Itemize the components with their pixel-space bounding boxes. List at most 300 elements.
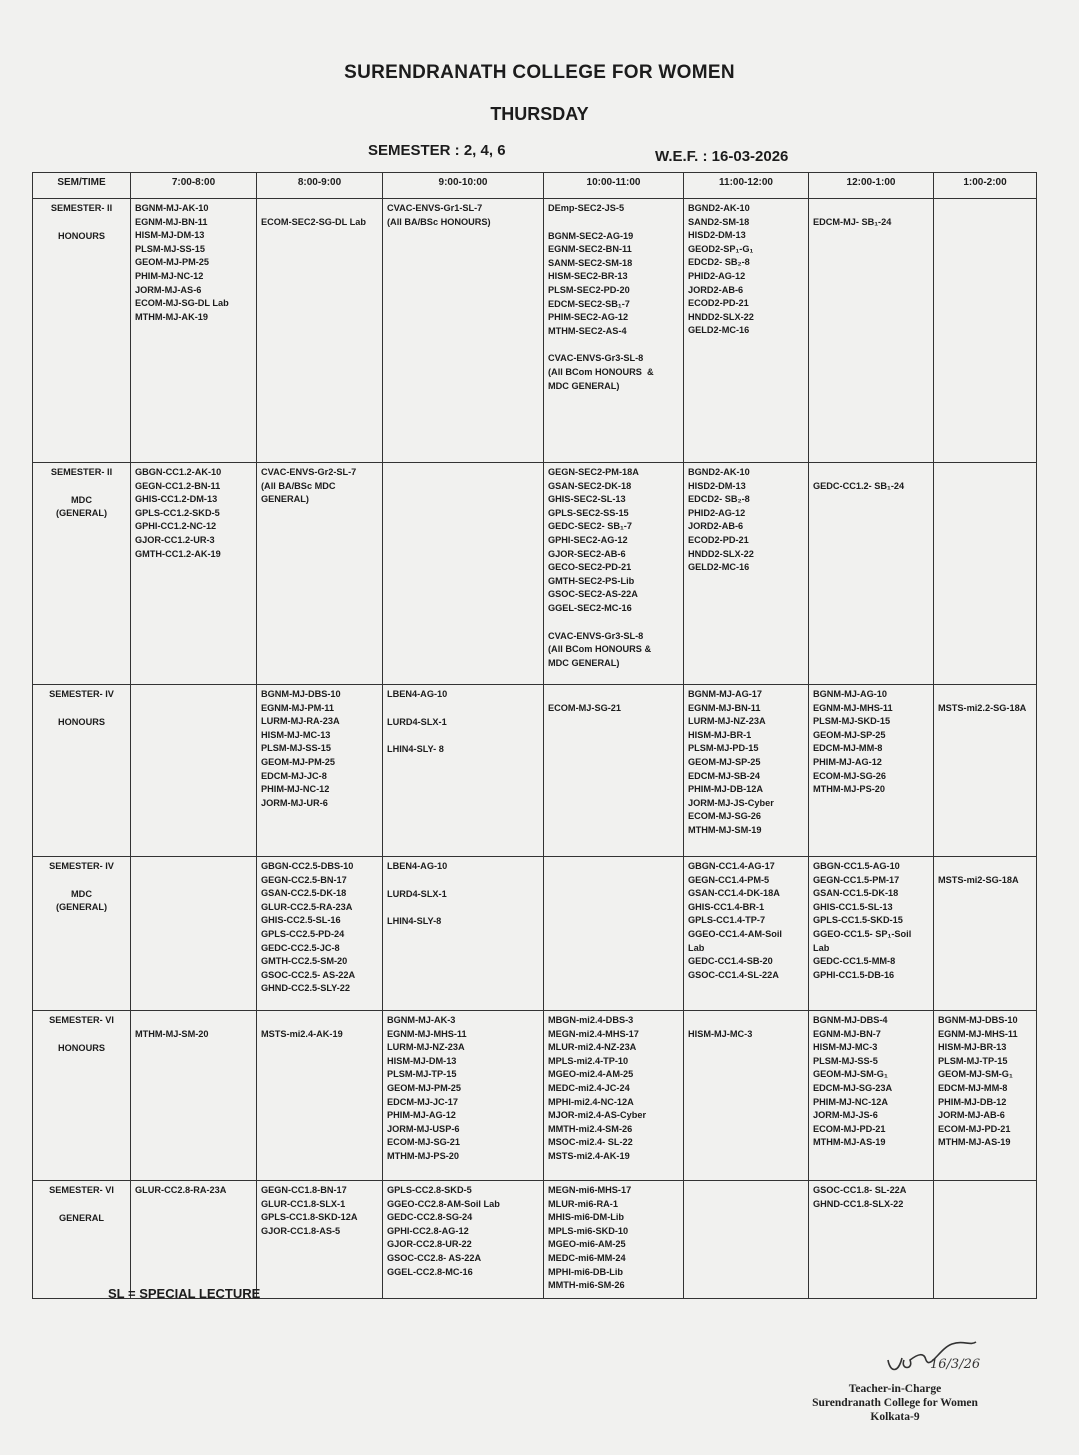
semester-label: SEMESTER- VI [49, 1185, 114, 1195]
class-entry: MGEO-mi2.4-AM-25 [548, 1069, 634, 1080]
slot-cell-12-1 [809, 1181, 934, 1299]
class-entry: GPLS-CC1.5-SKD-15 [813, 915, 903, 926]
table-row [33, 857, 1037, 1011]
class-entry: SANM-SEC2-SM-18 [548, 257, 633, 268]
class-entry: PHIM-MJ-AG-12 [813, 756, 882, 767]
slot-cell-7-8 [131, 1181, 257, 1299]
slot-cell-7-8 [131, 685, 257, 857]
slot-cell-8-9 [257, 1011, 383, 1181]
class-entry: MHIS-mi6-DM-Lib [548, 1212, 625, 1223]
cell-gap [261, 202, 378, 216]
class-entry: GSOC-SEC2-AS-22A [548, 589, 638, 600]
slot-cell-1-2 [934, 199, 1037, 463]
semester-label: HONOURS [58, 716, 105, 727]
class-entry: HISM-MJ-DM-13 [387, 1055, 457, 1066]
table-row [33, 463, 1037, 685]
slot-cell-1-2 [934, 463, 1037, 685]
slot-cell-10-11 [544, 1181, 684, 1299]
class-entry: PHID2-AG-12 [688, 507, 746, 518]
class-entry: GGEL-SEC2-MC-16 [548, 602, 632, 613]
slot-cell-10-11 [544, 1011, 684, 1181]
class-entry: GEOM-MJ-SP-25 [688, 756, 761, 767]
cell-gap [813, 466, 929, 480]
col-header-8-9: 8:00-9:00 [257, 173, 383, 199]
class-entry: GEOD2-SP₁-G₁ [688, 243, 754, 254]
class-entry: PHID2-AG-12 [688, 270, 746, 281]
class-entry: CVAC-ENVS-Gr1-SL-7 [387, 203, 483, 213]
class-entry: (All BCom HONOURS & [548, 644, 652, 655]
table-row [33, 1011, 1037, 1181]
slot-cell-1-2 [934, 1181, 1037, 1299]
slot-cell-11-12 [684, 1011, 809, 1181]
class-entry: GHIS-CC1.2-DM-13 [135, 494, 218, 505]
class-entry: GEGN-CC1.5-PM-17 [813, 874, 900, 885]
class-entry: GEDC-CC2.5-JC-8 [261, 942, 340, 953]
class-entry: LBEN4-AG-10 [387, 861, 448, 871]
class-entry: GPLS-SEC2-SS-15 [548, 507, 629, 518]
class-entry: EGNM-MJ-BN-7 [813, 1028, 881, 1039]
class-entry: (All BA/BSc MDC [261, 480, 336, 491]
class-entry: GHIS-CC2.5-SL-16 [261, 915, 341, 926]
class-entry: JORM-MJ-AB-6 [938, 1110, 1005, 1121]
class-entry: GMTH-CC2.5-SM-20 [261, 956, 348, 967]
class-entry: GEOM-MJ-SM-G₁ [813, 1069, 888, 1080]
class-entry: MTHM-MJ-AS-19 [938, 1137, 1011, 1148]
cell-gap [135, 1014, 252, 1028]
class-entry: CVAC-ENVS-Gr3-SL-8 [548, 630, 644, 641]
class-entry: ECOM-MJ-SG-21 [548, 703, 621, 713]
wef-date: W.E.F. : 16-03-2026 [655, 148, 789, 165]
semester-label: MDC [71, 494, 92, 505]
class-entry: PLSM-SEC2-PD-20 [548, 284, 630, 295]
semester-label: SEMESTER- VI [49, 1015, 114, 1025]
class-entry: HNDD2-SLX-22 [688, 311, 754, 322]
slot-cell-7-8 [131, 463, 257, 685]
class-entry: MMTH-mi2.4-SM-26 [548, 1123, 633, 1134]
class-entry: GPLS-CC1.2-SKD-5 [135, 507, 220, 518]
class-entry: EDCD2- SB₂-8 [688, 494, 750, 505]
slot-cell-8-9 [257, 463, 383, 685]
class-entry: GSOC-CC2.5- AS-22A [261, 969, 356, 980]
class-entry: EDCM-MJ-JC-8 [261, 770, 327, 781]
class-entry: MEGN-mi2.4-MHS-17 [548, 1028, 639, 1039]
col-header-1-2: 1:00-2:00 [934, 173, 1037, 199]
class-entry: GEOM-MJ-SM-G₁ [938, 1069, 1013, 1080]
class-entry: GEGN-CC1.4-PM-5 [688, 874, 770, 885]
class-entry: MPHI-mi2.4-NC-12A [548, 1096, 634, 1107]
class-entry: GBGN-CC1.2-AK-10 [135, 467, 222, 477]
class-entry: MSTS-mi2-SG-18A [938, 875, 1019, 885]
slot-cell-9-10 [383, 463, 544, 685]
class-entry: EGNM-MJ-BN-11 [688, 702, 761, 713]
slot-cell-1-2 [934, 685, 1037, 857]
class-entry: ECOD2-PD-21 [688, 534, 749, 545]
class-entry: PLSM-MJ-TP-15 [387, 1069, 457, 1080]
class-entry: PLSM-MJ-PD-15 [688, 743, 759, 754]
class-entry: MDC GENERAL) [548, 657, 620, 668]
cell-gap [548, 616, 679, 630]
class-entry: GEDC-CC2.8-SG-24 [387, 1212, 473, 1223]
slot-cell-8-9 [257, 857, 383, 1011]
cell-gap [387, 702, 539, 716]
class-entry: MTHM-MJ-AK-19 [135, 311, 208, 322]
class-entry: GEDC-SEC2- SB₁-7 [548, 521, 632, 532]
class-entry: JORM-MJ-JS-6 [813, 1110, 878, 1121]
slot-cell-7-8 [131, 857, 257, 1011]
class-entry: MTHM-MJ-SM-20 [135, 1029, 209, 1039]
cell-gap [688, 1014, 804, 1028]
class-entry: EGNM-MJ-MHS-11 [813, 702, 893, 713]
class-entry: PLSM-MJ-SS-15 [135, 243, 205, 254]
slot-cell-8-9 [257, 685, 383, 857]
class-entry: GLUR-CC2.5-RA-23A [261, 901, 353, 912]
class-entry: GSOC-CC1.8- SL-22A [813, 1185, 907, 1195]
cell-gap [548, 216, 679, 230]
class-entry: HISM-MJ-DM-13 [135, 230, 205, 241]
semester-label: SEMESTER- IV [49, 861, 114, 871]
class-entry: GEGN-CC1.2-BN-11 [135, 480, 221, 491]
class-entry: GHND-CC2.5-SLY-22 [261, 983, 351, 994]
slot-cell-10-11 [544, 685, 684, 857]
slot-cell-9-10 [383, 857, 544, 1011]
semester-label: SEMESTER- IV [49, 689, 114, 699]
slot-cell-9-10 [383, 199, 544, 463]
class-entry: CVAC-ENVS-Gr2-SL-7 [261, 467, 357, 477]
slot-cell-7-8 [131, 199, 257, 463]
semester-label: HONOURS [58, 1042, 105, 1053]
class-entry: BGND2-AK-10 [688, 203, 750, 213]
class-entry: MSOC-mi2.4- SL-22 [548, 1137, 633, 1148]
semester-cell [33, 1011, 131, 1181]
class-entry: BGNM-MJ-AK-10 [135, 203, 209, 213]
class-entry: HISM-MJ-BR-1 [688, 729, 752, 740]
class-entry: MSTS-mi2.4-AK-19 [261, 1029, 343, 1039]
class-entry: EGNM-MJ-MHS-11 [938, 1028, 1018, 1039]
class-entry: LHIN4-SLY- 8 [387, 744, 444, 755]
class-entry: GBGN-CC1.5-AG-10 [813, 861, 900, 871]
class-entry: EDCM-MJ-JC-17 [387, 1096, 458, 1107]
cell-gap [387, 874, 539, 888]
college-name: SURENDRANATH COLLEGE FOR WOMEN [344, 62, 735, 83]
class-entry: GPHI-CC1.2-NC-12 [135, 521, 217, 532]
class-entry: GLUR-CC2.8-RA-23A [135, 1185, 227, 1195]
class-entry: JORD2-AB-6 [688, 284, 744, 295]
class-entry: LURM-MJ-RA-23A [261, 716, 340, 727]
class-entry: (All BCom HONOURS & [548, 366, 654, 377]
cell-gap [938, 860, 1032, 874]
class-entry: SAND2-SM-18 [688, 216, 750, 227]
class-entry: HISM-MJ-MC-3 [813, 1042, 878, 1053]
class-entry: ECOM-SEC2-SG-DL Lab [261, 217, 366, 227]
class-entry: GEGN-CC2.5-BN-17 [261, 874, 347, 885]
slot-cell-8-9 [257, 1181, 383, 1299]
col-header-10-11: 10:00-11:00 [544, 173, 684, 199]
class-entry: GSAN-CC2.5-DK-18 [261, 888, 347, 899]
class-entry: BGND2-AK-10 [688, 467, 750, 477]
class-entry: BGNM-MJ-DBS-10 [261, 689, 341, 699]
class-entry: GEOM-MJ-PM-25 [261, 756, 336, 767]
class-entry: GEOM-MJ-SP-25 [813, 729, 886, 740]
class-entry: ECOD2-PD-21 [688, 298, 749, 309]
class-entry: ECOM-MJ-SG-26 [688, 811, 761, 822]
timetable-body [33, 199, 1037, 1299]
class-entry: GELD2-MC-16 [688, 325, 750, 336]
class-entry: MTHM-MJ-AS-19 [813, 1137, 886, 1148]
cell-gap [261, 1014, 378, 1028]
class-entry: LURM-MJ-NZ-23A [688, 716, 766, 727]
semester-cell [33, 857, 131, 1011]
class-entry: MSTS-mi2.4-AK-19 [548, 1150, 630, 1161]
cell-gap [387, 901, 539, 915]
class-entry: HISM-MJ-MC-13 [261, 729, 331, 740]
class-entry: GMTH-SEC2-PS-Lib [548, 575, 635, 586]
class-entry: GEOM-MJ-PM-25 [135, 257, 210, 268]
class-entry: MPHI-mi6-DB-Lib [548, 1266, 624, 1277]
semesters-label: SEMESTER : 2, 4, 6 [368, 142, 506, 159]
class-entry: GJOR-CC1.8-AS-5 [261, 1225, 341, 1236]
class-entry: MEDC-mi6-MM-24 [548, 1252, 626, 1263]
class-entry: JORM-MJ-AS-6 [135, 284, 202, 295]
class-entry: HISM-MJ-BR-13 [938, 1042, 1007, 1053]
class-entry: MTHM-MJ-PS-20 [387, 1150, 459, 1161]
slot-cell-9-10 [383, 685, 544, 857]
class-entry: ECOM-MJ-SG-26 [813, 770, 886, 781]
class-entry: GPLS-CC1.8-SKD-12A [261, 1212, 358, 1223]
class-entry: JORM-MJ-USP-6 [387, 1123, 460, 1134]
class-entry: GECO-SEC2-PD-21 [548, 562, 632, 573]
class-entry: LHIN4-SLY-8 [387, 916, 442, 927]
class-entry: EDCM-MJ- SB₁-24 [813, 217, 892, 227]
semester-label: SEMESTER- II [50, 203, 113, 213]
class-entry: PLSM-MJ-SKD-15 [813, 716, 891, 727]
class-entry: HISM-MJ-MC-3 [688, 1029, 753, 1039]
slot-cell-10-11 [544, 857, 684, 1011]
class-entry: BGNM-MJ-AG-17 [688, 689, 763, 699]
class-entry: GGEL-CC2.8-MC-16 [387, 1266, 473, 1277]
class-entry: PHIM-MJ-NC-12 [135, 270, 204, 281]
slot-cell-11-12 [684, 685, 809, 857]
semester-label: MDC [71, 888, 92, 899]
class-entry: GJOR-CC1.2-UR-3 [135, 534, 215, 545]
slot-cell-12-1 [809, 1011, 934, 1181]
class-entry: MBGN-mi2.4-DBS-3 [548, 1015, 634, 1025]
class-entry: GBGN-CC2.5-DBS-10 [261, 861, 354, 871]
class-entry: LURD4-SLX-1 [387, 716, 447, 727]
table-row [33, 199, 1037, 463]
class-entry: EDCM-MJ-SG-23A [813, 1082, 893, 1093]
class-entry: JORM-MJ-JS-Cyber [688, 797, 774, 808]
slot-cell-1-2 [934, 1011, 1037, 1181]
slot-cell-11-12 [684, 199, 809, 463]
class-entry: EDCM-MJ-SB-24 [688, 770, 760, 781]
semester-label: (GENERAL) [55, 508, 108, 519]
class-entry: GGEO-CC2.8-AM-Soil Lab [387, 1198, 500, 1209]
col-header-9-10: 9:00-10:00 [383, 173, 544, 199]
slot-cell-9-10 [383, 1011, 544, 1181]
class-entry: DEmp-SEC2-JS-5 [548, 203, 625, 213]
slot-cell-1-2 [934, 857, 1037, 1011]
class-entry: ECOM-MJ-SG-DL Lab [135, 298, 229, 309]
class-entry: GJOR-CC2.8-UR-22 [387, 1239, 472, 1250]
col-header-sem-time: SEM/TIME [33, 173, 131, 199]
cell-gap [938, 688, 1032, 702]
class-entry: LURD4-SLX-1 [387, 888, 447, 899]
class-entry: PLSM-MJ-TP-15 [938, 1055, 1008, 1066]
semester-cell [33, 463, 131, 685]
class-entry: MTHM-MJ-PS-20 [813, 784, 885, 795]
semester-cell [33, 199, 131, 463]
class-entry: MJOR-mi2.4-AS-Cyber [548, 1110, 647, 1121]
slot-cell-12-1 [809, 463, 934, 685]
slot-cell-10-11 [544, 463, 684, 685]
class-entry: MGEO-mi6-AM-25 [548, 1239, 626, 1250]
class-entry: GELD2-MC-16 [688, 562, 750, 573]
class-entry: PHIM-MJ-NC-12 [261, 784, 330, 795]
class-entry: PLSM-MJ-SS-15 [261, 743, 331, 754]
class-entry: PLSM-MJ-SS-5 [813, 1055, 878, 1066]
class-entry: MSTS-mi2.2-SG-18A [938, 703, 1027, 713]
class-entry: BGNM-MJ-DBS-4 [813, 1015, 888, 1025]
class-entry: MTHM-SEC2-AS-4 [548, 325, 627, 336]
class-entry: GPLS-CC1.4-TP-7 [688, 915, 766, 926]
table-row [33, 685, 1037, 857]
class-entry: HISD2-DM-13 [688, 230, 746, 241]
class-entry: HNDD2-SLX-22 [688, 548, 754, 559]
slot-cell-11-12 [684, 463, 809, 685]
class-entry: GHIS-SEC2-SL-13 [548, 494, 626, 505]
class-entry: PHIM-MJ-NC-12A [813, 1096, 889, 1107]
class-entry: CVAC-ENVS-Gr3-SL-8 [548, 353, 644, 364]
slot-cell-12-1 [809, 685, 934, 857]
col-header-11-12: 11:00-12:00 [684, 173, 809, 199]
cell-gap [813, 202, 929, 216]
class-entry: LBEN4-AG-10 [387, 689, 448, 699]
class-entry: GGEO-CC1.4-AM-Soil [688, 928, 782, 939]
class-entry: GSAN-CC1.4-DK-18A [688, 888, 780, 899]
class-entry: HISM-SEC2-BR-13 [548, 271, 628, 282]
col-header-12-1: 12:00-1:00 [809, 173, 934, 199]
class-entry: Lab [688, 942, 705, 953]
class-entry: Lab [813, 942, 830, 953]
class-entry: ECOM-MJ-SG-21 [387, 1137, 460, 1148]
class-entry: EGNM-MJ-MHS-11 [387, 1028, 467, 1039]
timetable [32, 172, 1037, 1299]
class-entry: ECOM-MJ-PD-21 [938, 1123, 1011, 1134]
class-entry: GEDC-CC1.2- SB₁-24 [813, 481, 905, 491]
class-entry: GEDC-CC1.4-SB-20 [688, 956, 773, 967]
class-entry: ECOM-MJ-PD-21 [813, 1123, 886, 1134]
class-entry: EDCD2- SB₂-8 [688, 257, 750, 268]
slot-cell-8-9 [257, 199, 383, 463]
class-entry: EDCM-MJ-MM-8 [813, 743, 883, 754]
class-entry: MMTH-mi6-SM-26 [548, 1280, 625, 1291]
class-entry: LURM-MJ-NZ-23A [387, 1042, 465, 1053]
slot-cell-7-8 [131, 1011, 257, 1181]
class-entry: GPHI-SEC2-AG-12 [548, 534, 628, 545]
slot-cell-10-11 [544, 199, 684, 463]
class-entry: MPLS-mi2.4-TP-10 [548, 1055, 629, 1066]
signature-date: 16/3/26 [930, 1357, 981, 1372]
class-entry: EGNM-SEC2-BN-11 [548, 244, 632, 255]
stamp-role: Teacher-in-Charge [848, 1383, 942, 1395]
class-entry: JORD2-AB-6 [688, 521, 744, 532]
semester-label: (GENERAL) [55, 902, 108, 913]
class-entry: GPLS-CC2.5-PD-24 [261, 928, 345, 939]
class-entry: GHIS-CC1.5-SL-13 [813, 901, 893, 912]
cell-gap [548, 688, 679, 702]
class-entry: PHIM-MJ-DB-12 [938, 1096, 1007, 1107]
class-entry: GGEO-CC1.5- SP₁-Soil [813, 928, 912, 939]
class-entry: MPLS-mi6-SKD-10 [548, 1225, 629, 1236]
cell-gap [548, 338, 679, 352]
day-title: THURSDAY [490, 104, 589, 124]
class-entry: (All BA/BSc HONOURS) [387, 216, 491, 227]
class-entry: GBGN-CC1.4-AG-17 [688, 861, 775, 871]
class-entry: PHIM-MJ-DB-12A [688, 784, 764, 795]
semester-label: SEMESTER- II [50, 467, 113, 477]
slot-cell-12-1 [809, 199, 934, 463]
stamp-college: Surendranath College for Women [812, 1397, 978, 1409]
class-entry: GLUR-CC1.8-SLX-1 [261, 1198, 346, 1209]
class-entry: GHND-CC1.8-SLX-22 [813, 1198, 904, 1209]
class-entry: MDC GENERAL) [548, 380, 620, 391]
class-entry: MTHM-MJ-SM-19 [688, 824, 762, 835]
class-entry: MEGN-mi6-MHS-17 [548, 1185, 632, 1195]
class-entry: GPLS-CC2.8-SKD-5 [387, 1185, 472, 1195]
class-entry: PHIM-MJ-AG-12 [387, 1110, 456, 1121]
semester-label: HONOURS [58, 230, 105, 241]
class-entry: GPHI-CC2.8-AG-12 [387, 1225, 469, 1236]
class-entry: PHIM-SEC2-AG-12 [548, 312, 629, 323]
class-entry: MLUR-mi6-RA-1 [548, 1198, 618, 1209]
class-entry: GENERAL) [261, 494, 309, 505]
cell-gap [387, 729, 539, 743]
class-entry: HISD2-DM-13 [688, 480, 746, 491]
class-entry: MLUR-mi2.4-NZ-23A [548, 1042, 637, 1053]
table-row [33, 1181, 1037, 1299]
header-row [33, 173, 1037, 199]
class-entry: GSAN-SEC2-DK-18 [548, 480, 632, 491]
class-entry: EDCM-SEC2-SB₁-7 [548, 298, 630, 309]
semester-cell [33, 1181, 131, 1299]
slot-cell-11-12 [684, 857, 809, 1011]
class-entry: EGNM-MJ-PM-11 [261, 702, 334, 713]
class-entry: GEGN-SEC2-PM-18A [548, 467, 639, 477]
class-entry: GSAN-CC1.5-DK-18 [813, 888, 899, 899]
special-lecture-note: SL = SPECIAL LECTURE [108, 1286, 261, 1301]
class-entry: BGNM-MJ-DBS-10 [938, 1015, 1018, 1025]
class-entry: BGNM-MJ-AG-10 [813, 689, 888, 699]
stamp-city: Kolkata-9 [870, 1411, 920, 1423]
class-entry: GEDC-CC1.5-MM-8 [813, 956, 896, 967]
col-header-7-8: 7:00-8:00 [131, 173, 257, 199]
class-entry: GSOC-CC2.8- AS-22A [387, 1252, 482, 1263]
class-entry: BGNM-MJ-AK-3 [387, 1015, 456, 1025]
class-entry: GEOM-MJ-PM-25 [387, 1082, 462, 1093]
semester-cell [33, 685, 131, 857]
slot-cell-9-10 [383, 1181, 544, 1299]
class-entry: GEGN-CC1.8-BN-17 [261, 1185, 347, 1195]
class-entry: MEDC-mi2.4-JC-24 [548, 1082, 630, 1093]
class-entry: GPHI-CC1.5-DB-16 [813, 969, 895, 980]
class-entry: EGNM-MJ-BN-11 [135, 216, 208, 227]
slot-cell-12-1 [809, 857, 934, 1011]
slot-cell-11-12 [684, 1181, 809, 1299]
class-entry: GHIS-CC1.4-BR-1 [688, 901, 765, 912]
class-entry: GJOR-SEC2-AB-6 [548, 548, 626, 559]
class-entry: GMTH-CC1.2-AK-19 [135, 548, 221, 559]
class-entry: EDCM-MJ-MM-8 [938, 1082, 1008, 1093]
